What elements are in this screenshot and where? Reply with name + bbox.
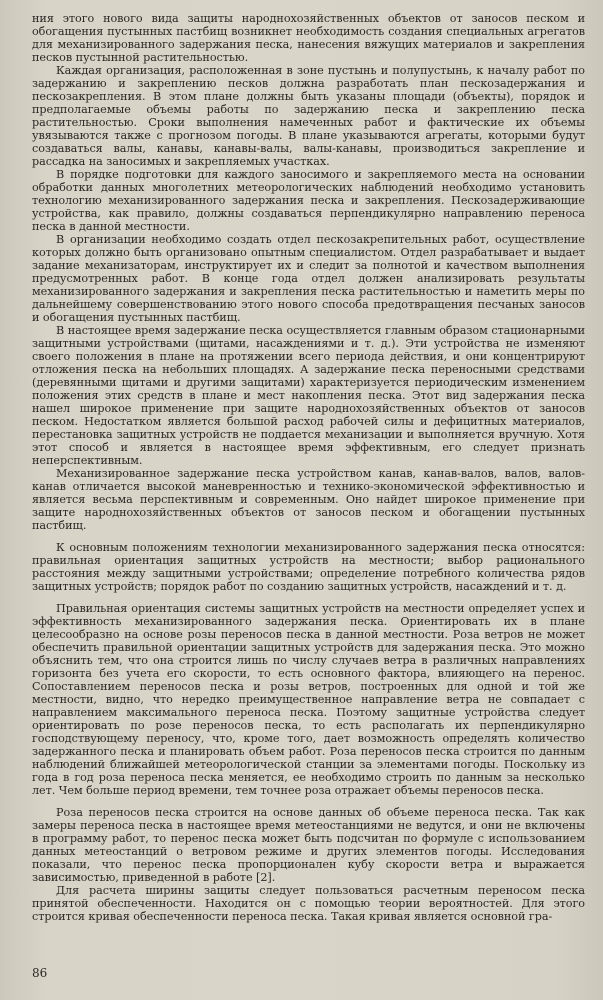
body-text [32,12,585,923]
paragraph: В организации необходимо создать отдел пескозакрепительных работ, осуществление которых должно быть организовано опытным специалистом. Отдел разрабатывает и выдает задание механизаторам, инструктирует их и следит за полнотой и качеством выполнения предусмотренных работ. В конце года отдел должен анализировать результаты механизированного задержания и закрепления песка растительностью и наметить меры по дальнейшему совершенствованию этого нового способа предотвращения песчаных заносов и обогащения пустынных пастбищ. [32,233,585,324]
paragraph: В настоящее время задержание песка осуществляется главным образом стационарными защитными устройствами (щитами, насаждениями и т. д.). Эти устройства не изменяют своего положения в плане на протяжении всего периода действия, и они концентрируют отложения песка на небольших площадях. А задержание песка переносными средствами (деревянными щитами и другими защитами) характеризуется периодическим изменением положения этих средств в плане и мест накопления песка. Этот вид задержания песка нашел широкое применение при защите народнохозяйственных объектов от заносов песком. Недостатком является большой расход рабочей силы и дефицитных материалов, перестановка защитных устройств не поддается механизации и выполняется вручную. Хотя этот способ и является в настоящее время эффективным, его следует признать неперспективным. [32,324,585,467]
paragraph: Роза переносов песка строится на основе данных об объеме переноса песка. Так как замеры переноса песка в настоящее время метеостанциями не ведутся, и они не включены в программу работ, то перенос песка может быть подсчитан по формуле с использованием данных метеостанций о ветровом режиме и других элементов погоды. Исследования показали, что перенос песка пропорционален кубу скорости ветра и выражается зависимостью, приведенной в работе [2]. [32,806,585,884]
paragraph: К основным положениям технологии механизированного задержания песка относятся: правильная ориентация защитных устройств на местности; выбор рационального расстояния между защитными устройствами; определение потребного количества рядов защитных устройств; порядок работ по созданию защитных устройств, насаждений и т. д. [32,541,585,593]
page-number: 86 [32,966,48,980]
paragraph: ния этого нового вида защиты народнохозяйственных объектов от заносов песком и обогащения пустынных пастбищ возникнет необходимость создания специальных агрегатов для механизированного задержания песка, нанесения вяжущих материалов и закрепления песков пустынной растительностью. [32,12,585,64]
paragraph: Механизированное задержание песка устройством канав, канав-валов, валов, валов-канав отличается высокой маневренностью и технико-экономической эффективностью и является весьма перспективным и современным. Оно найдет широкое применение при защите народнохозяйственных объектов от заносов песком и обогащении пустынных пастбищ. [32,467,585,532]
paragraph: Для расчета ширины защиты следует пользоваться расчетным переносом песка принятой обеспеченности. Находится он с помощью теории вероятностей. Для этого строится кривая обеспеченности переноса песка. Такая кривая является основной гра- [32,884,585,923]
paragraph: Правильная ориентация системы защитных устройств на местности определяет успех и эффективность механизированного задержания песка. Ориентировать их в плане целесообразно на основе розы переносов песка в данной местности. Роза ветров не может обеспечить правильной ориентации защитных устройств для задержания песка. Это можно объяснить тем, что она строится лишь по числу случаев ветра в различных направлениях горизонта без учета его скорости, то есть основного фактора, влияющего на перенос. Сопоставлением переносов песка и розы ветров, построенных для одной и той же местности, видно, что нередко преимущественное направление ветра не совпадает с направлением максимального переноса песка. Поэтому защитные устройства следует ориентировать по розе переносов песка, то есть располагать их перпендикулярно господствующему переносу, что, кроме того, дает возможность определять количество задержанного песка и планировать объем работ. Роза переносов песка строится по данным наблюдений ближайшей метеорологической станции за элементами погоды. Поскольку из года в год роза переноса песка меняется, ее необходимо строить по данным за несколько лет. Чем больше период времени, тем точнее роза отражает объемы переносов песка. [32,602,585,797]
paragraph: В порядке подготовки для каждого заносимого и закрепляемого места на основании обработки данных многолетних метеорологических наблюдений необходимо установить технологию механизированного задержания песка и закрепления. Пескозадерживающие устройства, как правило, должны создаваться перпендикулярно направлению переноса песка в данной местности. [32,168,585,233]
paragraph: Каждая организация, расположенная в зоне пустынь и полупустынь, к началу работ по задержанию и закреплению песков должна разработать план пескозадержания и пескозакрепления. В этом плане должны быть указаны площади (объекты), порядок и предполагаемые объемы работы по задержанию песка и закреплению песка растительностью. Сроки выполнения намеченных работ и фактические их объемы увязываются также с прогнозом погоды. В плане указываются агрегаты, которыми будут создаваться валы, канавы, канавы-валы, валы-канавы, производиться закрепление и рассадка на заносимых и закрепляемых участках. [32,64,585,168]
